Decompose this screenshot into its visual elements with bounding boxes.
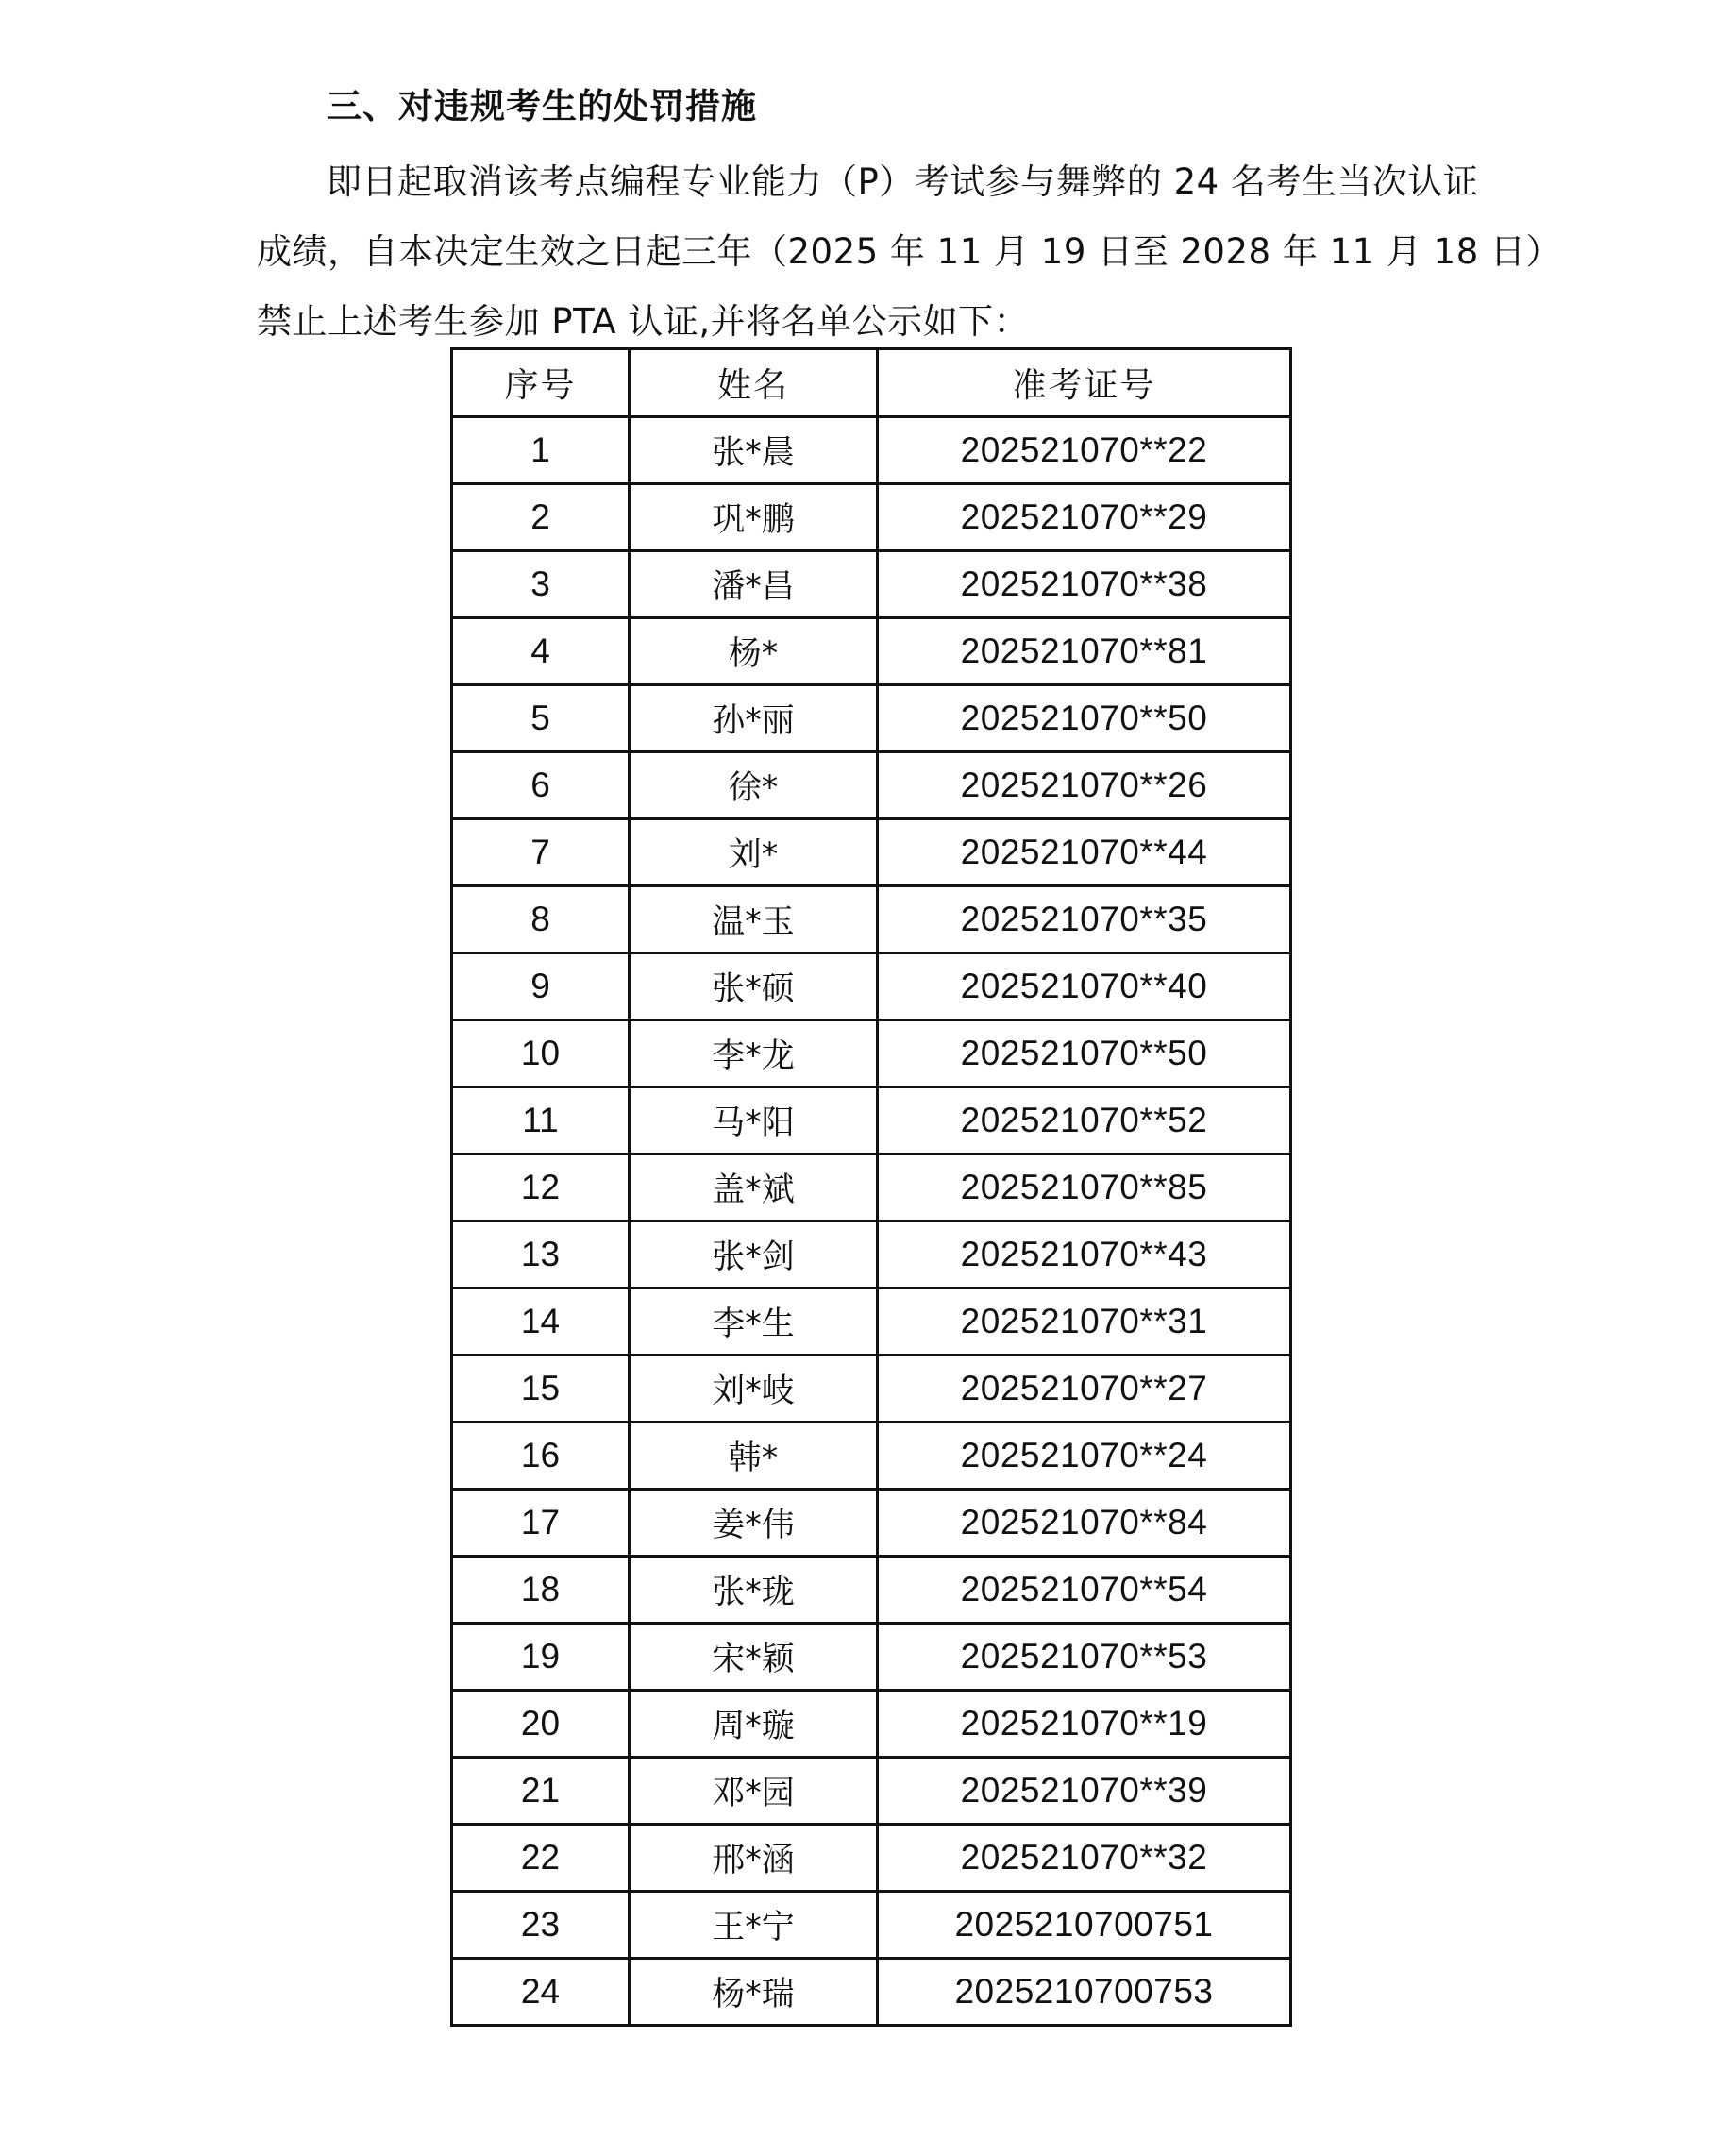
name-cell: 潘*昌	[630, 551, 878, 618]
table-row	[452, 1423, 1291, 1490]
table-row	[452, 752, 1291, 819]
serial-cell: 4	[452, 618, 630, 685]
table-row	[452, 1691, 1291, 1758]
serial-cell: 10	[452, 1020, 630, 1087]
table-row	[452, 618, 1291, 685]
name-cell: 刘*岐	[630, 1356, 878, 1423]
serial-cell: 1	[452, 417, 630, 484]
name-cell: 姜*伟	[630, 1490, 878, 1557]
paragraph-line-2: 成绩，自本决定生效之日起三年（2025 年 11 月 19 日至 2028 年 11 月 18 日）	[257, 231, 1562, 272]
exam-id-cell: 202521070**43	[878, 1221, 1291, 1289]
name-cell: 孙*丽	[630, 685, 878, 752]
candidate-table	[450, 347, 1292, 2027]
table-row	[452, 819, 1291, 886]
table-row	[452, 886, 1291, 953]
header-name: 姓名	[630, 349, 878, 417]
name-cell: 韩*	[630, 1423, 878, 1490]
name-cell: 李*生	[630, 1289, 878, 1356]
name-cell: 邢*涵	[630, 1825, 878, 1892]
exam-id-cell: 202521070**31	[878, 1289, 1291, 1356]
exam-id-cell: 202521070**39	[878, 1758, 1291, 1825]
serial-cell: 14	[452, 1289, 630, 1356]
exam-id-cell: 202521070**19	[878, 1691, 1291, 1758]
serial-cell: 24	[452, 1959, 630, 2026]
exam-id-cell: 202521070**52	[878, 1087, 1291, 1154]
exam-id-cell: 202521070**44	[878, 819, 1291, 886]
serial-cell: 7	[452, 819, 630, 886]
table-row	[452, 417, 1291, 484]
exam-id-cell: 202521070**85	[878, 1154, 1291, 1221]
exam-id-cell: 202521070**50	[878, 1020, 1291, 1087]
serial-cell: 22	[452, 1825, 630, 1892]
section-heading: 三、对违规考生的处罚措施	[327, 86, 757, 126]
table-row	[452, 953, 1291, 1020]
table-row	[452, 1959, 1291, 2026]
table-row	[452, 1087, 1291, 1154]
exam-id-cell: 202521070**50	[878, 685, 1291, 752]
exam-id-cell: 202521070**27	[878, 1356, 1291, 1423]
table-row	[452, 1154, 1291, 1221]
serial-cell: 11	[452, 1087, 630, 1154]
table-row	[452, 1892, 1291, 1959]
exam-id-cell: 202521070**24	[878, 1423, 1291, 1490]
serial-cell: 6	[452, 752, 630, 819]
name-cell: 张*珑	[630, 1557, 878, 1624]
serial-cell: 19	[452, 1624, 630, 1691]
serial-cell: 15	[452, 1356, 630, 1423]
exam-id-cell: 202521070**22	[878, 417, 1291, 484]
serial-cell: 8	[452, 886, 630, 953]
exam-id-cell: 202521070**29	[878, 484, 1291, 551]
serial-cell: 5	[452, 685, 630, 752]
exam-id-cell: 202521070**84	[878, 1490, 1291, 1557]
name-cell: 杨*瑞	[630, 1959, 878, 2026]
name-cell: 张*晨	[630, 417, 878, 484]
name-cell: 巩*鹏	[630, 484, 878, 551]
table-row	[452, 1020, 1291, 1087]
exam-id-cell: 202521070**81	[878, 618, 1291, 685]
exam-id-cell: 202521070**53	[878, 1624, 1291, 1691]
table-row	[452, 1289, 1291, 1356]
exam-id-cell: 202521070**40	[878, 953, 1291, 1020]
name-cell: 张*硕	[630, 953, 878, 1020]
name-cell: 周*璇	[630, 1691, 878, 1758]
serial-cell: 16	[452, 1423, 630, 1490]
paragraph-line-3: 禁止上述考生参加 PTA 认证,并将名单公示如下：	[257, 301, 1030, 342]
table-row	[452, 1557, 1291, 1624]
header-serial: 序号	[452, 349, 630, 417]
header-exam-id: 准考证号	[878, 349, 1291, 417]
table-row	[452, 1825, 1291, 1892]
exam-id-cell: 2025210700753	[878, 1959, 1291, 2026]
serial-cell: 20	[452, 1691, 630, 1758]
name-cell: 杨*	[630, 618, 878, 685]
table-row	[452, 551, 1291, 618]
name-cell: 李*龙	[630, 1020, 878, 1087]
serial-cell: 18	[452, 1557, 630, 1624]
table-row	[452, 1758, 1291, 1825]
exam-id-cell: 202521070**35	[878, 886, 1291, 953]
name-cell: 刘*	[630, 819, 878, 886]
exam-id-cell: 202521070**26	[878, 752, 1291, 819]
table-row	[452, 1624, 1291, 1691]
serial-cell: 2	[452, 484, 630, 551]
name-cell: 盖*斌	[630, 1154, 878, 1221]
name-cell: 王*宁	[630, 1892, 878, 1959]
name-cell: 马*阳	[630, 1087, 878, 1154]
exam-id-cell: 202521070**32	[878, 1825, 1291, 1892]
serial-cell: 21	[452, 1758, 630, 1825]
table-row	[452, 1490, 1291, 1557]
table-row	[452, 484, 1291, 551]
serial-cell: 17	[452, 1490, 630, 1557]
name-cell: 温*玉	[630, 886, 878, 953]
paragraph-line-1: 即日起取消该考点编程专业能力（P）考试参与舞弊的 24 名考生当次认证	[327, 161, 1479, 202]
table-row	[452, 685, 1291, 752]
serial-cell: 23	[452, 1892, 630, 1959]
name-cell: 张*剑	[630, 1221, 878, 1289]
exam-id-cell: 202521070**38	[878, 551, 1291, 618]
name-cell: 邓*园	[630, 1758, 878, 1825]
serial-cell: 12	[452, 1154, 630, 1221]
serial-cell: 3	[452, 551, 630, 618]
table-header-row	[452, 349, 1291, 417]
serial-cell: 13	[452, 1221, 630, 1289]
name-cell: 宋*颖	[630, 1624, 878, 1691]
serial-cell: 9	[452, 953, 630, 1020]
table-body	[452, 417, 1291, 2026]
table-row	[452, 1356, 1291, 1423]
exam-id-cell: 202521070**54	[878, 1557, 1291, 1624]
name-cell: 徐*	[630, 752, 878, 819]
exam-id-cell: 2025210700751	[878, 1892, 1291, 1959]
table-row	[452, 1221, 1291, 1289]
